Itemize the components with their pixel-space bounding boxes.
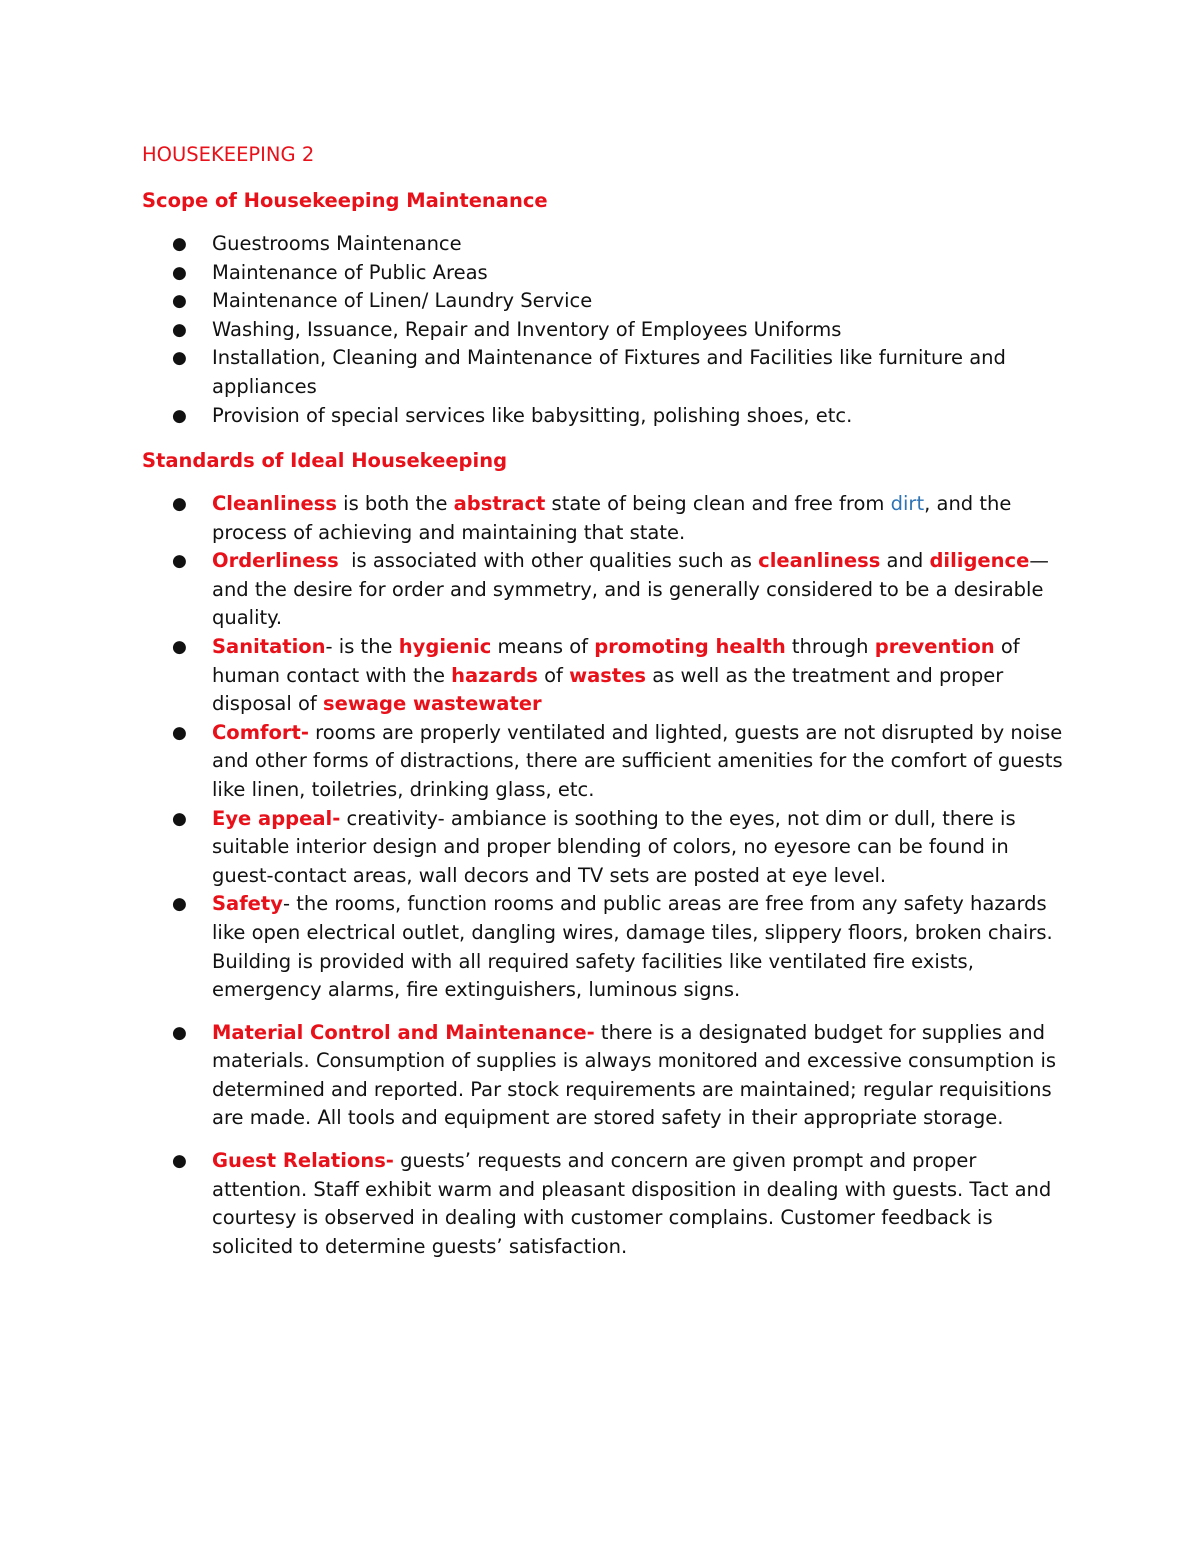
list-item: ● Maintenance of Public Areas — [142, 259, 1072, 288]
bullet-icon: ● — [172, 636, 187, 657]
list-item: ● Provision of special services like babysitting, polishing shoes, etc. — [142, 402, 1072, 431]
list-item-material-control: ● Material Control and Maintenance- there is a designated budget for supplies and materials. Consumption of supplies is always monitored and excessive consumption is determined and reported. Par stock requirements are maintained; regular requisitions are made. All tools and equipment are stored safety in their appropriate storage. — [172, 1020, 1057, 1130]
bullet-icon: ● — [172, 494, 187, 514]
dirt-link[interactable]: dirt — [890, 492, 925, 515]
bullet-icon: ● — [172, 348, 187, 369]
list-item: ● Guestrooms Maintenance — [142, 230, 1072, 259]
bullet-icon: ● — [172, 1022, 187, 1043]
list-item: ● Maintenance of Linen/ Laundry Service — [142, 287, 1072, 316]
bullet-icon: ● — [172, 808, 187, 829]
list-item: ● Installation, Cleaning and Maintenance of Fixtures and Facilities like furniture and appliances — [172, 346, 1006, 398]
bullet-icon: ● — [172, 234, 187, 254]
document-title: HOUSEKEEPING 2 — [142, 143, 315, 166]
list-item-comfort: ● Comfort- rooms are properly ventilated and lighted, guests are not disrupted by noise and other forms of distractions, there are sufficient amenities for the comfort of guests like linen, toiletries, drinking glass, etc. — [172, 720, 1063, 801]
bullet-icon: ● — [172, 722, 187, 743]
list-item-guest-relations: ● Guest Relations- guests’ requests and concern are given prompt and proper attention. Staff exhibit warm and pleasant disposition in dealing with guests. Tact and courtesy is observed in dealing with customer complains. Customer feedback is solicited to determine guests’ satisfaction. — [172, 1149, 1052, 1258]
bullet-icon: ● — [172, 551, 187, 572]
bullet-icon: ● — [172, 894, 187, 915]
list-item-cleanliness: ● Cleanliness is both the abstract state of being clean and free from dirt, and the process of achieving and maintaining that state. — [172, 492, 1012, 544]
list-item-eye-appeal: ● Eye appeal- creativity- ambiance is soothing to the eyes, not dim or dull, there is suitable interior design and proper blending of colors, no eyesore can be found in guest-contact areas, wall decors and TV sets are posted at eye level. — [172, 806, 1016, 887]
bullet-icon: ● — [172, 1151, 187, 1172]
bullet-icon: ● — [172, 405, 187, 426]
list-item-sanitation: ● Sanitation- is the hygienic means of promoting health through prevention of human contact with the hazards of wastes as well as the treatment and proper disposal of sewage wastewater — [172, 634, 1020, 716]
standards-list — [142, 490, 1072, 1261]
standards-heading: Standards of Ideal Housekeeping — [142, 449, 508, 472]
bullet-icon: ● — [172, 262, 187, 283]
list-item-orderliness: ● Orderliness is associated with other qualities such as cleanliness and diligence—and the desire for order and symmetry, and is generally considered to be a desirable quality. — [172, 549, 1049, 630]
bullet-icon: ● — [172, 291, 187, 312]
list-item-safety: ● Safety- the rooms, function rooms and public areas are free from any safety hazards like open electrical outlet, dangling wires, damage tiles, slippery floors, broken chairs. Building is provided with all required safety facilities like ventilated fire exists, emergency alarms, fire extinguishers, luminous signs. — [172, 892, 1053, 1002]
scope-list — [142, 230, 1072, 430]
scope-heading: Scope of Housekeeping Maintenance — [142, 189, 548, 212]
bullet-icon: ● — [172, 319, 187, 340]
list-item: ● Washing, Issuance, Repair and Inventory of Employees Uniforms — [142, 316, 1072, 345]
